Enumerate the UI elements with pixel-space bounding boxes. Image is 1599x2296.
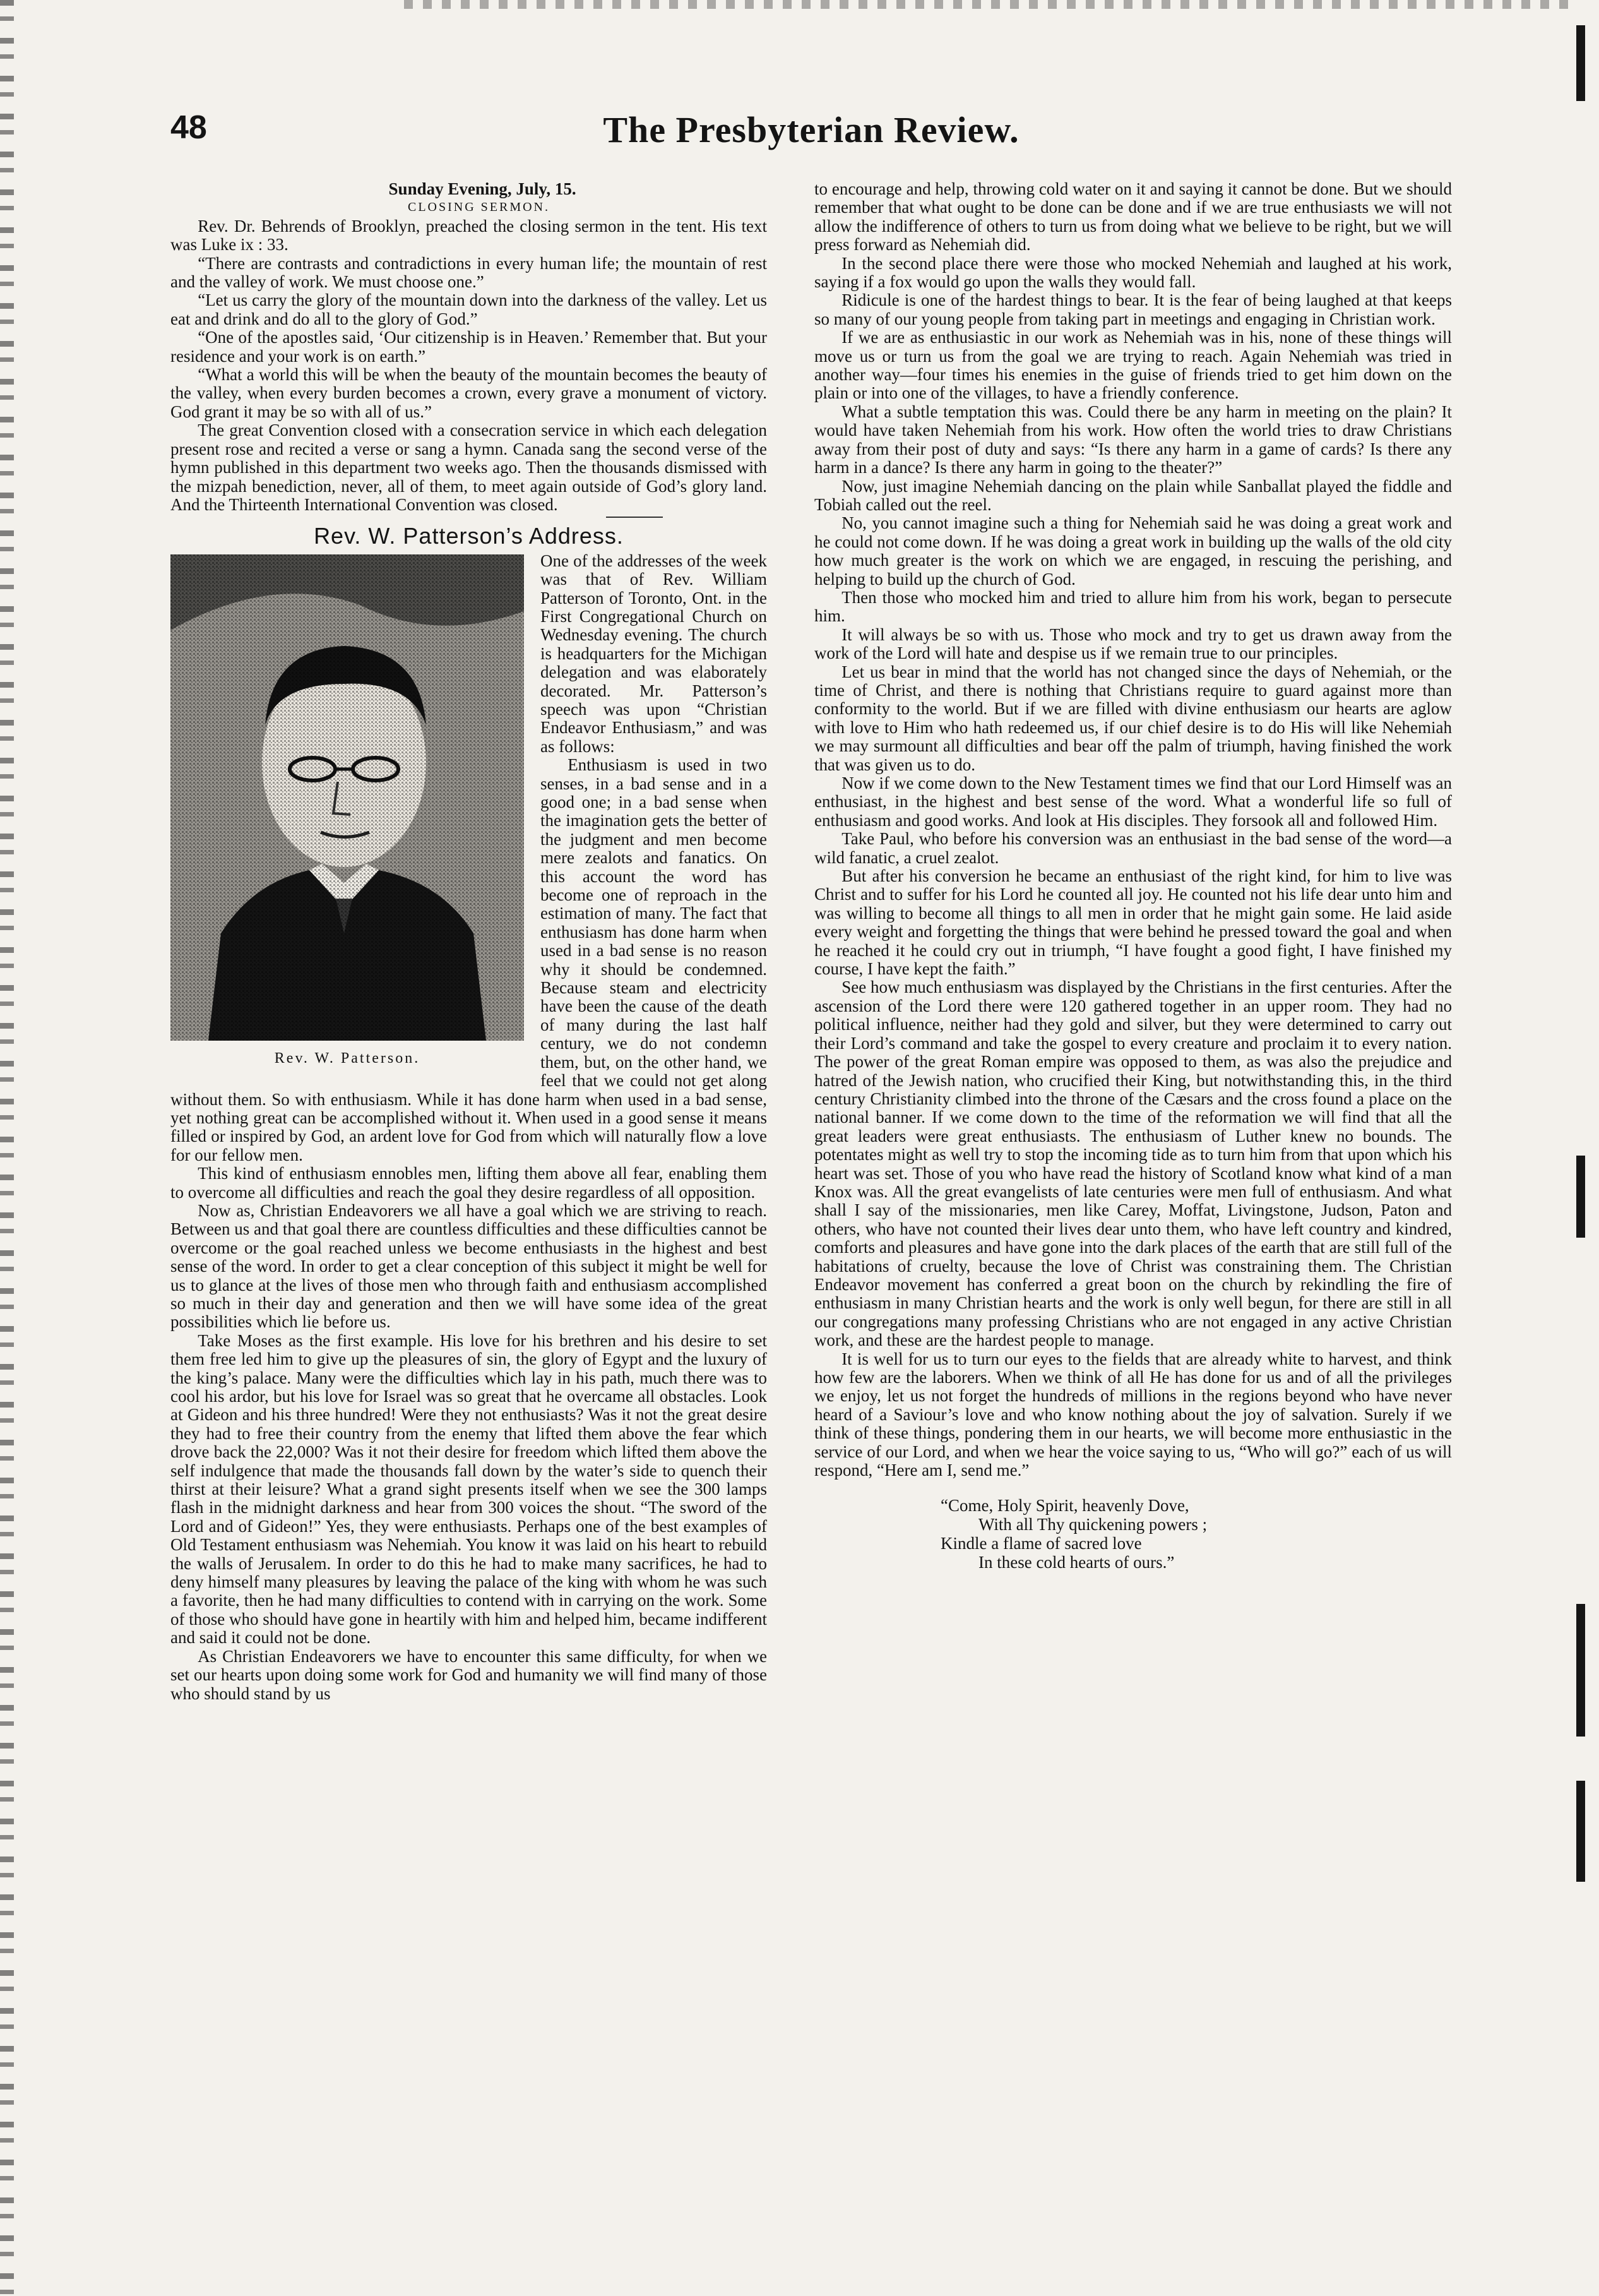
- scan-edge-left: [0, 0, 14, 2296]
- closing-date: Sunday Evening, July, 15.: [388, 179, 576, 198]
- article-paragraph: In the second place there were those who mocked Nehemiah and laughed at his work, saying if a fox would go upon the walls they would fall.: [814, 253, 1452, 292]
- closing-paragraph: “One of the apostles said, ‘Our citizenship is in Heaven.’ Remember that. But your residence and your work is on earth.”: [170, 328, 767, 366]
- closing-subhead: CLOSING SERMON.: [407, 200, 550, 215]
- article-paragraph: Now, just imagine Nehemiah dancing on the plain while Sanballat played the fiddle and Tobiah called out the reel.: [814, 476, 1452, 514]
- closing-paragraph: “There are contrasts and contradictions in every human life; the mountain of rest and the valley of work. We must choose one.”: [170, 253, 767, 292]
- portrait-figure: [170, 554, 524, 1070]
- right-column: [814, 180, 1452, 1572]
- article-paragraph: Now as, Christian Endeavorers we all have a goal which we are striving to reach. Between us and that goal there are countless difficulties and these difficulties cannot be overcome or the goal reached unless we become enthusiasts in the highest and best sense of the word. In order to get a clear conception of this subject it might be well for us to glance at the lives of those men who through faith and enthusiasm accomplished so much in their day and generation and then we will have some idea of the great possibilities which lie before us.: [170, 1200, 767, 1332]
- article-paragraph: As Christian Endeavorers we have to encounter this same difficulty, for when we set our hearts upon doing some work for God and humanity we will find many of those who should stand by us: [170, 1646, 767, 1703]
- page-header: [170, 109, 1452, 159]
- poem-line: Kindle a flame of sacred love: [941, 1534, 1142, 1553]
- article-paragraph: Ridicule is one of the hardest things to bear. It is the fear of being laughed at that keeps so many of our young people from taking part in meetings and engaging in Christian work.: [814, 290, 1452, 328]
- closing-paragraph: “What a world this will be when the beauty of the mountain becomes the beauty of the valley, when every burden becomes a crown, every grave a monument of victory. God grant it may be so with all of us.”: [170, 365, 767, 421]
- poem-line: “Come, Holy Spirit, heavenly Dove,: [941, 1496, 1189, 1516]
- poem-line: With all Thy quickening powers ;: [978, 1515, 1208, 1534]
- page-number: 48: [170, 109, 207, 146]
- article-paragraph: Then those who mocked him and tried to allure him from his work, began to persecute him.: [814, 587, 1452, 626]
- divider: [606, 517, 663, 518]
- article-paragraph: It is well for us to turn our eyes to the fields that are already white to harvest, and think how few are the laborers. When we think of all He has done for us and of all the privileges we enjoy, let us not forget the hundreds of millions in the regions beyond who have never heard of a Saviour’s love and who know nothing about the joy of salvation. Surely if we think of these things, pondering them in our hearts, we will become more enthusiastic in the service of our Lord, and when we hear the voice saying to us, “Who will go?” each of us will respond, “Here am I, send me.”: [814, 1349, 1452, 1480]
- article-paragraph: But after his conversion he became an enthusiast of the right kind, for him to live was Christ and to suffer for his Lord he counted all joy. He counted not his life dear unto him and was willing to become all things to all men in order that he might gain some. He laid aside every weight and forgetting the things that were behind he pressed toward the goal and when he reached it he could cry out in triumph, “I have fought a good fight, I have finished my course, I have kept the faith.”: [814, 866, 1452, 979]
- article-paragraph: Take Moses as the first example. His love for his brethren and his desire to set them free led him to give up the pleasures of sin, the glory of Egypt and the luxury of the king’s palace. Many were the difficulties which lay in his path, much there was to cool his ardor, but his love for Israel was so great that he overcame all obstacles. Look at Gideon and his three hundred! Were they not enthusiasts? Was it not the great desire they had to free their country from the enemy that lifted them above the fear which drove back the 22,000? Was it not their desire for freedom which lifted them above the self indulgence that made the thousands fall down by the water’s side to quench their thirst at their leisure? What a grand sight presents itself when we see the 300 lamps flash in the midnight darkness and hear from 300 voices the shout. “The sword of the Lord and of Gideon!” Yes, they were enthusiasts. Perhaps one of the best examples of Old Testament enthusiasm was Nehemiah. You know it was laid on his heart to rebuild the walls of Jerusalem. In order to do this he had to make many sacrifices, he had to deny himself many pleasures by leaving the palace of the king with whom he was such a favorite, then he had many difficulties to contend with in carrying on the work. Some of those who should have gone in heartily with him and helped him, became indifferent and said it could not be done.: [170, 1330, 768, 1647]
- article-paragraph: If we are as enthusiastic in our work as Nehemiah was in his, none of these things will move us or turn us from the goal we are trying to reach. Again Nehemiah was tried in another way—four times his enemies in the guise of friends tried to get him down on the plain or into one of the villages, to have a friendly conference.: [814, 328, 1452, 403]
- closing-paragraph: The great Convention closed with a consecration service in which each delegation present rose and recited a verse or sang a hymn. Canada sang the second verse of the hymn published in this department two weeks ago. Then the thousands dismissed with the mizpah benediction, never, all of them, to meet again outside of God’s glory land. And the Thirteenth International Convention was closed.: [170, 421, 767, 514]
- article-paragraph: See how much enthusiasm was displayed by the Christians in the first centuries. After the ascension of the Lord there were 120 gathered together in an upper room. They had no political influence, neither had they gold and silver, but they were determined to carry out their Lord’s command and take the gospel to every creature and proclaim it to every nation. The power of the great Roman empire was opposed to them, as was also the prejudice and hatred of the Jewish nation, who crucified their King, but notwithstanding this, in the third century Christianity climbed into the throne of the Cæsars and the cross found a place on the national banner. If we come down to the time of the reformation we will find that all the great leaders were great enthusiasts. The enthusiasm of Luther knew no bounds. The potentates might as well try to stop the incoming tide as to turn him from that upon which his heart was set. Those of you who have read the history of Scotland know what kind of a man Knox was. All the great evangelists of late centuries were men full of enthusiasm. And what shall I say of the missionaries, men like Carey, Moffat, Livingstone, Judson, Paton and others, who have not counted their lives dear unto them, who have left country and kindred, comforts and pleasures and have gone into the dark places of the earth that are still full of the habitations of cruelty, because the love of Christ was constraining them. The Christian Endeavor movement has conferred a great boon on the church by rekindling the fire of enthusiasm in many Christian hearts and the work is only well begun, for there are still in all our congregations many professing Christians who are not engaged in any active Christian work, and these are the hardest people to manage.: [814, 978, 1452, 1350]
- closing-paragraph: “Let us carry the glory of the mountain down into the darkness of the valley. Let us eat and drink and do all to the glory of God.”: [170, 290, 767, 328]
- scan-edge-top: [404, 0, 1578, 9]
- left-column: [170, 180, 767, 1703]
- article-paragraph: Let us bear in mind that the world has not changed since the days of Nehemiah, or the time of Christ, and there is nothing that Christians require to guard against more than conformity to the world. But if we are filled with divine enthusiasm our hearts are aglow with love to Him who hath redeemed us, if our chief desire is to do His will like Nehemiah we may surmount all difficulties and bear off the palm of triumph, having finished the work that was given us to do.: [814, 662, 1452, 774]
- masthead: The Presbyterian Review.: [603, 109, 1019, 150]
- article-paragraph: No, you cannot imagine such a thing for Nehemiah said he was doing a great work and he could not come down. If he was doing a great work in building up the walls of the old city how much greater is the work on which we are engaged, in rescuing the perishing, and helping to build up the church of God.: [814, 513, 1452, 589]
- closing-poem: [941, 1496, 1452, 1572]
- article-paragraph: Now if we come down to the New Testament times we find that our Lord Himself was an enthusiast, in the highest and best sense of the word. What a wonderful life so full of enthusiasm and good works. And look at His disciples. They forsook all and followed Him.: [814, 774, 1452, 830]
- article-paragraph: Take Paul, who before his conversion was an enthusiast in the bad sense of the word—a wild fanatic, a cruel zealot.: [814, 829, 1452, 867]
- portrait-photo: [170, 554, 524, 1041]
- portrait-caption: Rev. W. Patterson.: [274, 1049, 420, 1067]
- article-paragraph: Enthusiasm is used in two senses, in a bad sense and in a good one; in a bad sense when the imagination gets the better of the judgment and men become mere zealots and fanatics. On this account the word has become one of reproach in the estimation of many. The fact that enthusiasm has done harm when used in a bad sense is no reason why it should be condemned. Because steam and electricity have been the cause of the death of many during the last half century, we do not condemn them, but, on the other hand, we feel that we could not get along without them. So with enthusiasm. While it has done harm when used in a bad sense, yet nothing great can be accomplished without it. When used in a good sense it means filled or inspired by God, an ardent love for God from which will naturally flow a love for our fellow men.: [170, 755, 767, 1164]
- poem-line: In these cold hearts of ours.”: [978, 1553, 1175, 1572]
- article-paragraph: It will always be so with us. Those who mock and try to get us drawn away from the work of the Lord will hate and despise us if we remain true to our principles.: [814, 625, 1452, 663]
- closing-paragraph: Rev. Dr. Behrends of Brooklyn, preached the closing sermon in the tent. His text was Luke ix : 33.: [170, 216, 767, 254]
- article-paragraph: What a subtle temptation this was. Could there be any harm in meeting on the plain? It would have taken Nehemiah from his work. How often the world tries to draw Christians away from their post of duty and says: “Is there any harm in a game of cards? Is there any harm in a dance? Is there any harm in going to the theater?”: [814, 402, 1452, 477]
- article-paragraph: This kind of enthusiasm ennobles men, lifting them above all fear, enabling them to overcome all difficulties and reach the goal they desire regardless of all opposition.: [170, 1164, 767, 1202]
- article-intro: One of the addresses of the week was that of Rev. William Patterson of Toronto, Ont. in the First Congregational Church on Wednesday evening. The church is headquarters for the Michigan delegation and was elaborately decorated. Mr. Patterson’s speech was upon “Christian Endeavor Enthusiasm,” and was as follows:: [540, 551, 767, 756]
- article-title: Rev. W. Patterson’s Address.: [314, 523, 624, 549]
- article-paragraph: to encourage and help, throwing cold water on it and saying it cannot be done. But we should remember that what ought to be done can be done and if we are true enthusiasts we will not allow the indifference of others to turn us from doing what we believe to be right, but we will press forward as Nehemiah did.: [814, 179, 1452, 254]
